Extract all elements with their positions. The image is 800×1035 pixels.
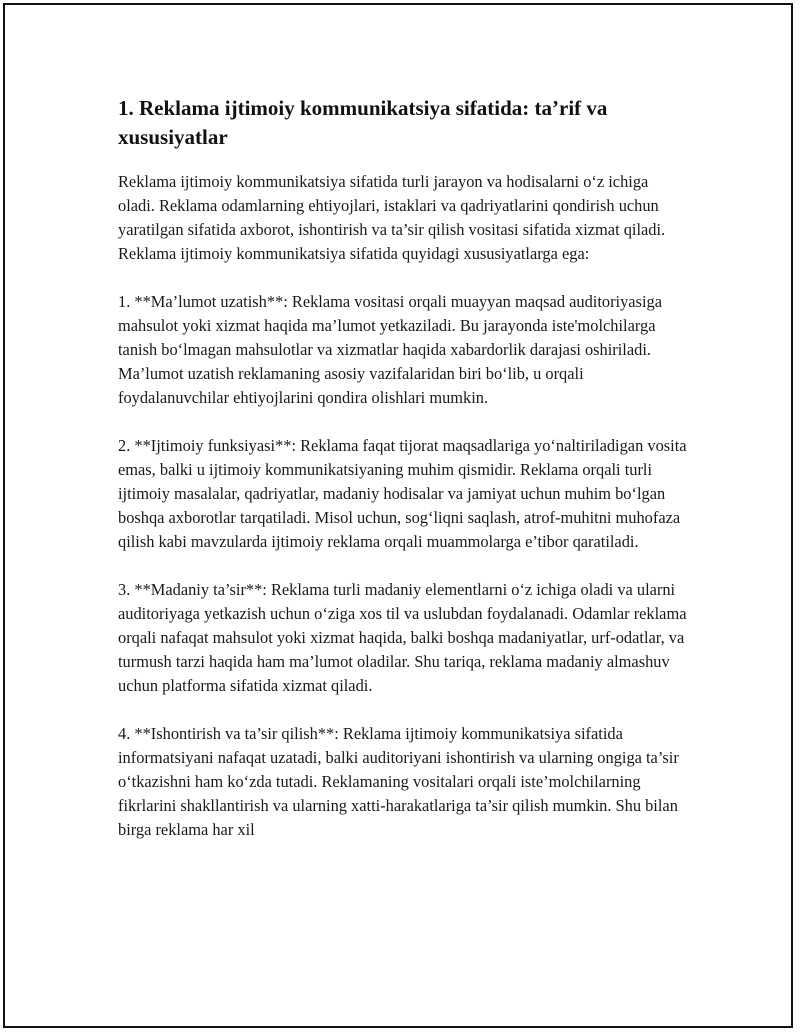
document-body: [118, 94, 688, 866]
paragraph-social-function: 2. **Ijtimoiy funksiyasi**: Reklama faqat tijorat maqsadlariga yo‘naltiriladigan vosita emas, balki u ijtimoiy kommunikatsiyaning muhim qismidir. Reklama orqali turli ijtimoiy masalalar, qadriyatlar, madaniy hodisalar va jamiyat uchun muhim bo‘lgan boshqa axborotlar tarqatiladi. Misol uchun, sog‘liqni saqlash, atrof-muhitni muhofaza qilish kabi mavzularda ijtimoiy reklama orqali muammolarga e’tibor qaratiladi.: [118, 436, 687, 551]
paragraph-cultural-influence: 3. **Madaniy ta’sir**: Reklama turli madaniy elementlarni o‘z ichiga oladi va ularni auditoriyaga yetkazish uchun o‘ziga xos til va uslubdan foydalanadi. Odamlar reklama orqali nafaqat mahsulot yoki xizmat haqida, balki boshqa madaniyatlar, urf-odatlar, va turmush tarzi haqida ham ma’lumot oladilar. Shu tariqa, reklama madaniy almashuv uchun platforma sifatida xizmat qiladi.: [118, 580, 687, 695]
intro-paragraph: Reklama ijtimoiy kommunikatsiya sifatida turli jarayon va hodisalarni o‘z ichiga oladi. Reklama odamlarning ehtiyojlari, istaklari va qadriyatlarini qondirish uchun yaratilgan sifatida axborot, ishontirish va ta’sir qilish vositasi sifatida xizmat qiladi. Reklama ijtimoiy kommunikatsiya sifatida quyidagi xususiyatlarga ega:: [118, 172, 666, 263]
paragraph-persuasion: 4. **Ishontirish va ta’sir qilish**: Reklama ijtimoiy kommunikatsiya sifatida informatsiyani nafaqat uzatadi, balki auditoriyani ishontirish va ularning ongiga ta’sir o‘tkazishni ham ko‘zda tutadi. Reklamaning vositalari orqali iste’molchilarning fikrlarini shakllantirish va ularning xatti-harakatlariga ta’sir qilish mumkin. Shu bilan birga reklama har xil: [118, 724, 679, 839]
paragraph-information-transfer: 1. **Ma’lumot uzatish**: Reklama vositasi orqali muayyan maqsad auditoriyasiga mahsulot yoki xizmat haqida ma’lumot yetkaziladi. Bu jarayonda iste'molchilarga tanish bo‘lmagan mahsulotlar va xizmatlar haqida xabardorlik darajasi oshiriladi. Ma’lumot uzatish reklamaning asosiy vazifalaridan biri bo‘lib, u orqali foydalanuvchilar ehtiyojlarini qondira olishlari mumkin.: [118, 292, 662, 407]
section-heading: 1. Reklama ijtimoiy kommunikatsiya sifatida: ta’rif va xususiyatlar: [118, 96, 608, 149]
